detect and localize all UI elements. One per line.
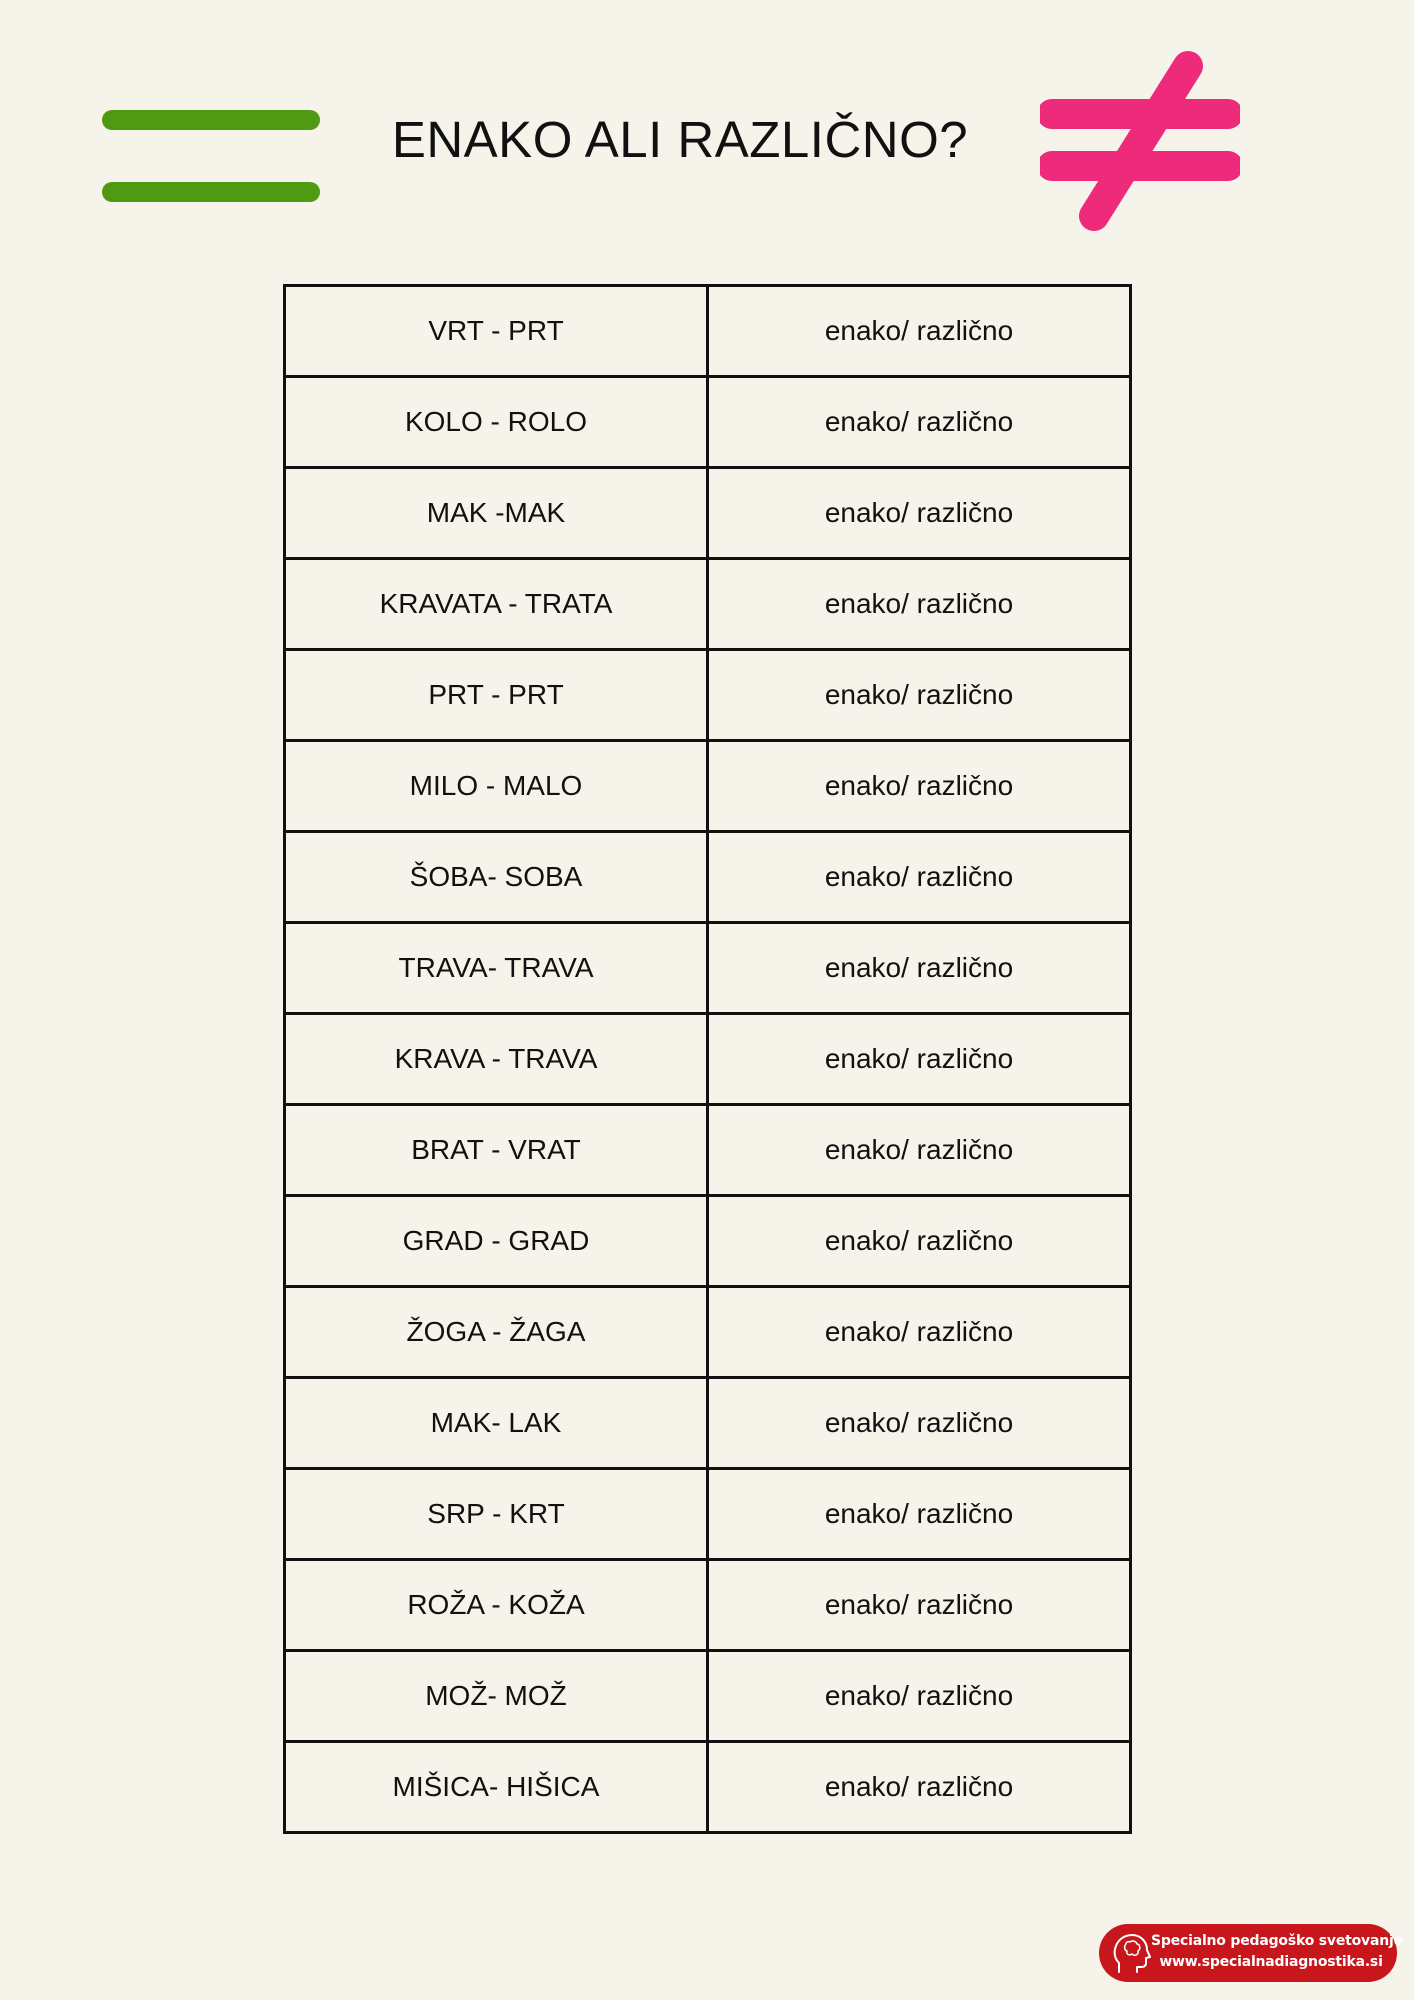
word-pairs-table xyxy=(283,284,1132,1834)
footer-badge[interactable] xyxy=(1099,1924,1403,1982)
word-pair-cell: ŽOGA - ŽAGA xyxy=(285,1287,708,1378)
table-row xyxy=(285,1014,1131,1105)
answer-choice-cell[interactable]: enako/ različno xyxy=(708,923,1131,1014)
answer-choice-cell[interactable]: enako/ različno xyxy=(708,832,1131,923)
table-row xyxy=(285,1105,1131,1196)
answer-choice-cell[interactable]: enako/ različno xyxy=(708,1742,1131,1833)
table-row xyxy=(285,377,1131,468)
equals-icon-bottom-bar xyxy=(102,182,320,202)
answer-choice-cell[interactable]: enako/ različno xyxy=(708,1469,1131,1560)
table-row xyxy=(285,1378,1131,1469)
table-row xyxy=(285,468,1131,559)
answer-choice-cell[interactable]: enako/ različno xyxy=(708,1196,1131,1287)
not-equal-icon-slash xyxy=(1094,66,1188,216)
table-row xyxy=(285,650,1131,741)
word-pair-cell: PRT - PRT xyxy=(285,650,708,741)
word-pair-cell: ROŽA - KOŽA xyxy=(285,1560,708,1651)
footer-badge-text xyxy=(1151,1931,1403,1973)
table-row xyxy=(285,741,1131,832)
word-pair-cell: SRP - KRT xyxy=(285,1469,708,1560)
word-pair-cell: MILO - MALO xyxy=(285,741,708,832)
answer-choice-cell[interactable]: enako/ različno xyxy=(708,741,1131,832)
word-pair-cell: MOŽ- MOŽ xyxy=(285,1651,708,1742)
answer-choice-cell[interactable]: enako/ različno xyxy=(708,1014,1131,1105)
word-pair-cell: GRAD - GRAD xyxy=(285,1196,708,1287)
answer-choice-cell[interactable]: enako/ različno xyxy=(708,559,1131,650)
answer-choice-cell[interactable]: enako/ različno xyxy=(708,1651,1131,1742)
answer-choice-cell[interactable]: enako/ različno xyxy=(708,1560,1131,1651)
table-row xyxy=(285,1287,1131,1378)
answer-choice-cell[interactable]: enako/ različno xyxy=(708,650,1131,741)
word-pair-cell: MAK -MAK xyxy=(285,468,708,559)
equals-icon-top-bar xyxy=(102,110,320,130)
answer-choice-cell[interactable]: enako/ različno xyxy=(708,468,1131,559)
answer-choice-cell[interactable]: enako/ različno xyxy=(708,286,1131,377)
word-pair-cell: ŠOBA- SOBA xyxy=(285,832,708,923)
word-pair-cell: TRAVA- TRAVA xyxy=(285,923,708,1014)
footer-badge-line-2[interactable]: www.specialnadiagnostika.si xyxy=(1159,1954,1383,1970)
word-pair-cell: MAK- LAK xyxy=(285,1378,708,1469)
answer-choice-cell[interactable]: enako/ različno xyxy=(708,377,1131,468)
table-row xyxy=(285,923,1131,1014)
table-row xyxy=(285,1742,1131,1833)
word-pair-cell: MIŠICA- HIŠICA xyxy=(285,1742,708,1833)
word-pair-cell: KRAVA - TRAVA xyxy=(285,1014,708,1105)
word-pair-cell: KRAVATA - TRATA xyxy=(285,559,708,650)
word-pairs-table-body xyxy=(285,286,1131,1833)
table-row xyxy=(285,286,1131,377)
head-profile-icon xyxy=(1111,1932,1151,1974)
answer-choice-cell[interactable]: enako/ različno xyxy=(708,1287,1131,1378)
table-row xyxy=(285,1651,1131,1742)
answer-choice-cell[interactable]: enako/ različno xyxy=(708,1378,1131,1469)
answer-choice-cell[interactable]: enako/ različno xyxy=(708,1105,1131,1196)
footer-badge-line-1: Specialno pedagoško svetovanje xyxy=(1151,1933,1403,1949)
table-row xyxy=(285,832,1131,923)
table-row xyxy=(285,1469,1131,1560)
page-title: ENAKO ALI RAZLIČNO? xyxy=(391,111,969,168)
table-row xyxy=(285,1560,1131,1651)
word-pair-cell: VRT - PRT xyxy=(285,286,708,377)
table-row xyxy=(285,1196,1131,1287)
word-pair-cell: KOLO - ROLO xyxy=(285,377,708,468)
equals-icon xyxy=(102,110,320,204)
word-pair-cell: BRAT - VRAT xyxy=(285,1105,708,1196)
table-row xyxy=(285,559,1131,650)
not-equal-icon xyxy=(1040,50,1240,235)
